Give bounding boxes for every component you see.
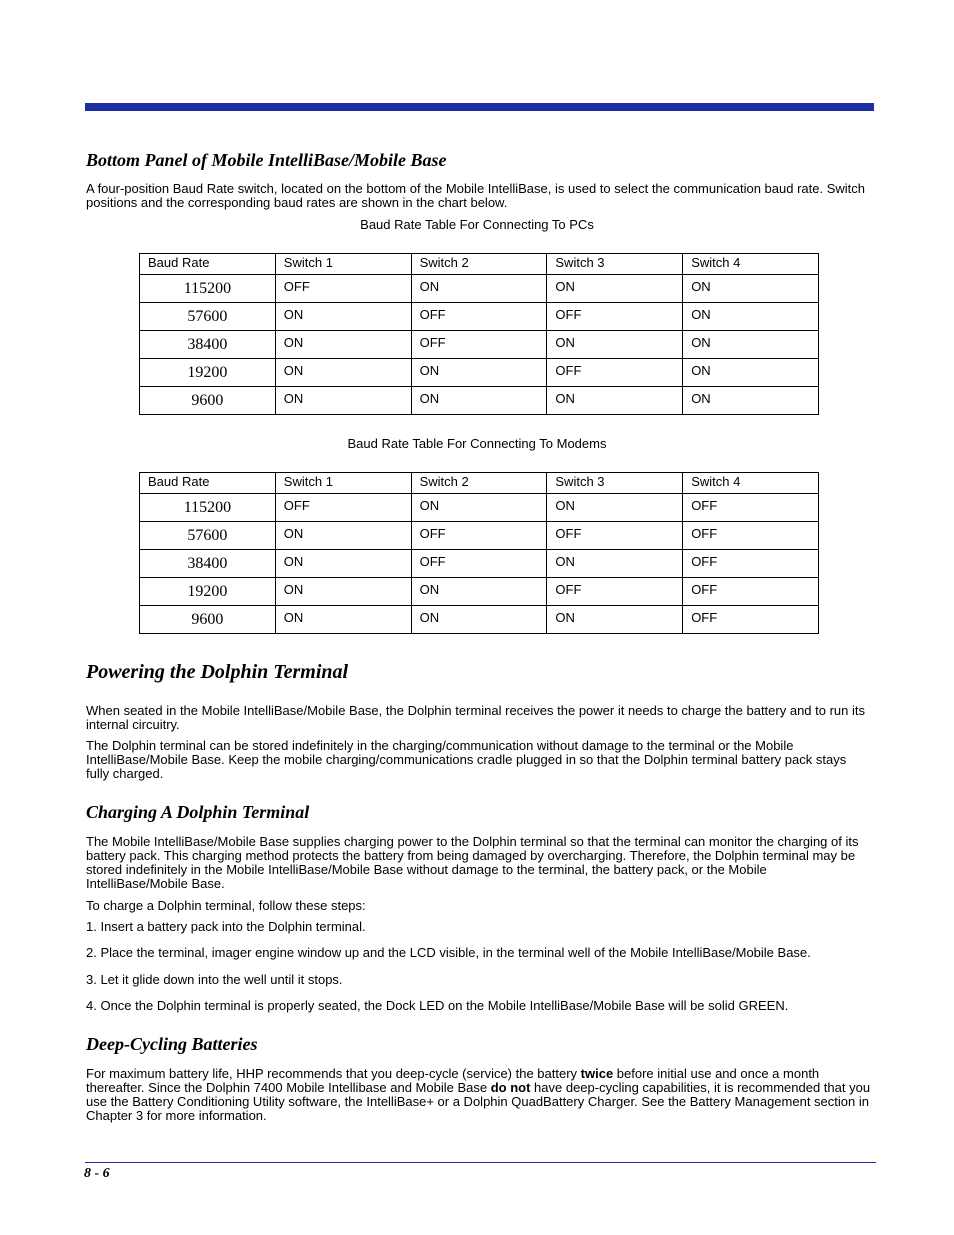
table-row xyxy=(140,578,819,606)
header-rule xyxy=(85,103,874,111)
baud-rate-cell: 19200 xyxy=(140,578,276,606)
baud-rate-cell: 115200 xyxy=(140,494,276,522)
switch-cell: ON xyxy=(411,387,547,415)
switch-cell: ON xyxy=(683,359,819,387)
charging-paragraph-2: To charge a Dolphin terminal, follow these steps: xyxy=(86,898,366,913)
section-heading-deep-cycling: Deep-Cycling Batteries xyxy=(86,1034,258,1054)
switch-cell: ON xyxy=(683,331,819,359)
section-heading-bottom-panel: Bottom Panel of Mobile IntelliBase/Mobile Base xyxy=(86,150,447,170)
baud-table-pcs xyxy=(139,253,819,415)
table-row xyxy=(140,522,819,550)
switch-cell: OFF xyxy=(547,303,683,331)
switch-cell: ON xyxy=(275,550,411,578)
table-header-row xyxy=(140,254,819,275)
charging-step-4: 4. Once the Dolphin terminal is properly seated, the Dock LED on the Mobile IntelliBase/Mobile Base will be solid GREEN. xyxy=(86,998,789,1013)
charging-paragraph-1: The Mobile IntelliBase/Mobile Base supplies charging power to the Dolphin terminal so that the terminal can monitor the charging of its battery pack. This charging method protects the battery from being damaged by overcharging. Therefore, the Dolphin terminal may be stored indefinitely in the Mobile IntelliBase/Mobile Base without damage to the terminal, the battery pack, or the Mobile IntelliBase/Mobile Base. xyxy=(86,834,859,891)
switch-cell: ON xyxy=(547,331,683,359)
table-row xyxy=(140,387,819,415)
switch-cell: OFF xyxy=(411,522,547,550)
column-header: Switch 1 xyxy=(275,473,411,494)
switch-cell: OFF xyxy=(411,331,547,359)
switch-cell: OFF xyxy=(275,275,411,303)
switch-cell: ON xyxy=(411,494,547,522)
switch-cell: OFF xyxy=(683,578,819,606)
charging-step-1: 1. Insert a battery pack into the Dolphin terminal. xyxy=(86,919,366,934)
baud-rate-cell: 57600 xyxy=(140,303,276,331)
switch-cell: ON xyxy=(547,550,683,578)
baud-rate-cell: 9600 xyxy=(140,606,276,634)
switch-cell: OFF xyxy=(683,522,819,550)
switch-cell: OFF xyxy=(683,494,819,522)
powering-paragraph-1: When seated in the Mobile IntelliBase/Mobile Base, the Dolphin terminal receives the power it needs to charge the battery and to run its internal circuitry. xyxy=(86,703,865,732)
switch-cell: ON xyxy=(411,606,547,634)
table-row xyxy=(140,494,819,522)
baud-rate-cell: 38400 xyxy=(140,331,276,359)
table-caption-modems: Baud Rate Table For Connecting To Modems xyxy=(347,436,607,451)
section-heading-charging: Charging A Dolphin Terminal xyxy=(86,802,310,822)
column-header: Switch 2 xyxy=(411,473,547,494)
table-row xyxy=(140,275,819,303)
column-header: Switch 3 xyxy=(547,254,683,275)
switch-cell: ON xyxy=(275,331,411,359)
switch-cell: OFF xyxy=(683,606,819,634)
deep-cycling-text-1: For maximum battery life, HHP recommends that you deep-cycle (service) the battery xyxy=(86,1066,581,1081)
switch-cell: ON xyxy=(547,387,683,415)
switch-cell: ON xyxy=(683,303,819,331)
charging-step-2: 2. Place the terminal, imager engine window up and the LCD visible, in the terminal well of the Mobile IntelliBase/Mobile Base. xyxy=(86,945,811,960)
baud-rate-cell: 38400 xyxy=(140,550,276,578)
switch-cell: ON xyxy=(411,578,547,606)
column-header: Switch 4 xyxy=(683,473,819,494)
table-row xyxy=(140,331,819,359)
charging-step-3: 3. Let it glide down into the well until it stops. xyxy=(86,972,343,987)
switch-cell: ON xyxy=(547,275,683,303)
table-caption-pcs: Baud Rate Table For Connecting To PCs xyxy=(360,217,594,232)
column-header: Baud Rate xyxy=(140,473,276,494)
table-row xyxy=(140,606,819,634)
switch-cell: ON xyxy=(683,387,819,415)
switch-cell: OFF xyxy=(683,550,819,578)
column-header: Baud Rate xyxy=(140,254,276,275)
deep-cycling-bold-do-not: do not xyxy=(490,1080,531,1095)
switch-cell: ON xyxy=(275,522,411,550)
baud-rate-cell: 9600 xyxy=(140,387,276,415)
baud-rate-cell: 115200 xyxy=(140,275,276,303)
switch-cell: OFF xyxy=(547,359,683,387)
column-header: Switch 4 xyxy=(683,254,819,275)
deep-cycling-paragraph xyxy=(86,1067,872,1123)
page-number: 8 - 6 xyxy=(84,1166,110,1181)
deep-cycling-text-3: have deep-cycling capabilities, it is recommended that you use the Battery Conditioning Utility software, the IntelliBase+ or a Dolphin QuadBattery Charger. See the Battery Management section in Chapter 3 for more information. xyxy=(86,1080,871,1123)
table-row xyxy=(140,550,819,578)
baud-rate-cell: 19200 xyxy=(140,359,276,387)
powering-paragraph-2: The Dolphin terminal can be stored indefinitely in the charging/communication without damage to the terminal or the Mobile IntelliBase/Mobile Base. Keep the mobile charging/communications cradle plugged in so that the Dolphin terminal battery pack stays fully charged. xyxy=(86,738,847,781)
switch-cell: OFF xyxy=(275,494,411,522)
table-row xyxy=(140,359,819,387)
switch-cell: OFF xyxy=(411,303,547,331)
switch-cell: ON xyxy=(683,275,819,303)
switch-cell: ON xyxy=(547,606,683,634)
column-header: Switch 1 xyxy=(275,254,411,275)
switch-cell: OFF xyxy=(547,578,683,606)
column-header: Switch 3 xyxy=(547,473,683,494)
switch-cell: ON xyxy=(275,303,411,331)
section-heading-powering: Powering the Dolphin Terminal xyxy=(86,661,349,683)
switch-cell: ON xyxy=(275,387,411,415)
footer-rule xyxy=(85,1162,876,1163)
bottom-panel-intro: A four-position Baud Rate switch, located on the bottom of the Mobile IntelliBase, is used to select the communication baud rate. Switch positions and the corresponding baud rates are shown in the chart below. xyxy=(86,181,865,210)
deep-cycling-bold-twice: twice xyxy=(580,1066,614,1081)
column-header: Switch 2 xyxy=(411,254,547,275)
switch-cell: ON xyxy=(411,359,547,387)
switch-cell: OFF xyxy=(547,522,683,550)
switch-cell: ON xyxy=(547,494,683,522)
switch-cell: ON xyxy=(275,578,411,606)
deep-cycling-text-2: before initial use and once a month thereafter. Since the Dolphin 7400 Mobile Intellibase and Mobile Base xyxy=(86,1066,820,1095)
table-header-row xyxy=(140,473,819,494)
switch-cell: ON xyxy=(275,359,411,387)
baud-table-modems xyxy=(139,472,819,634)
table-row xyxy=(140,303,819,331)
baud-rate-cell: 57600 xyxy=(140,522,276,550)
switch-cell: ON xyxy=(275,606,411,634)
switch-cell: OFF xyxy=(411,550,547,578)
switch-cell: ON xyxy=(411,275,547,303)
